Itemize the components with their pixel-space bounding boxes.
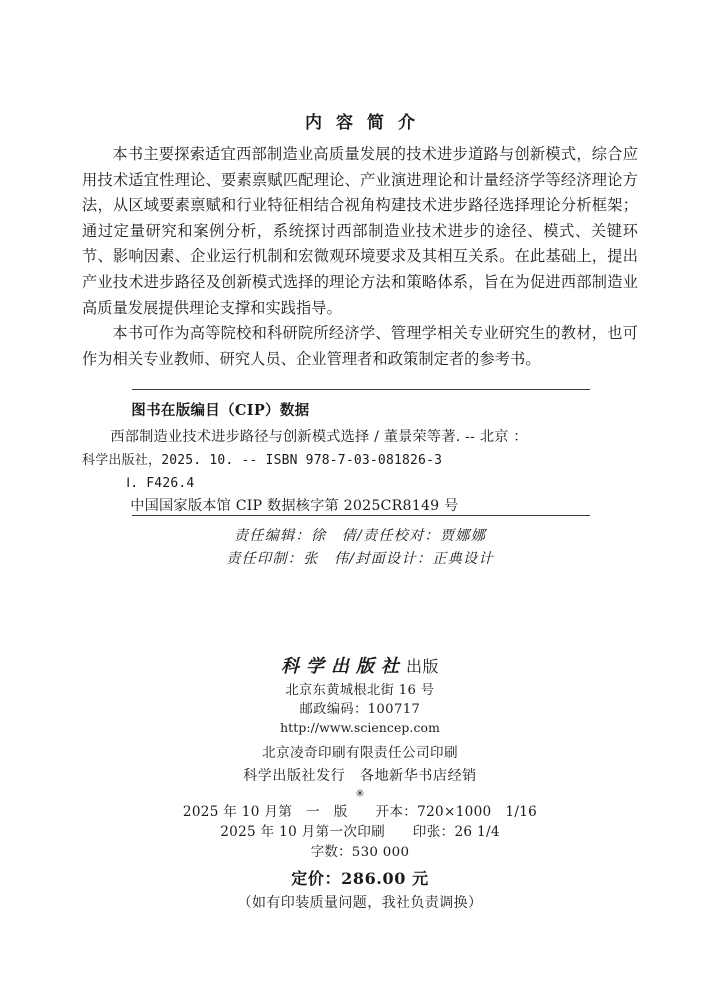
edition-line: 2025 年 10 月第 一 版 开本：720×1000 1/16: [182, 804, 538, 820]
divider-top: [132, 389, 590, 390]
publisher-logo: 科学出版社: [280, 656, 406, 677]
publisher-postcode: 邮政编码：100717: [299, 701, 421, 717]
divider-bottom: [132, 515, 590, 516]
printer-name: 北京凌奇印刷有限责任公司印刷: [262, 745, 458, 761]
responsible-editor-line: 责任编辑：徐 倩/责任校对：贾娜娜: [233, 528, 487, 544]
publisher-suffix: 出版: [405, 657, 439, 676]
publisher-address: 北京东黄城根北街 16 号: [285, 683, 435, 698]
cip-heading: 图书在版编目（CIP）数据: [131, 402, 310, 419]
publisher-website: http://www.sciencep.com: [280, 720, 440, 735]
distribution-line: 科学出版社发行 各地新华书店经销: [243, 768, 477, 784]
summary-paragraph: 本书主要探索适宜西部制造业高质量发展的技术进步道路与创新模式，综合应用技术适宜性理论、要素禀赋匹配理论、产业演进理论和计量经济学等经济理论方法，从区域要素禀赋和行业特征相结合视角构建技术进步路径选择理论分析框架；通过定量研究和案例分析，系统探讨西部制造业技术进步的途径、模式、关键环节、影响因素、企业运行机制和宏微观环境要求及其相互关系。在此基础上，提出产业技术进步路径及创新模式选择的理论方法和策略体系，旨在为促进西部制造业高质量发展提供理论支撑和实践指导。: [82, 145, 638, 317]
star-separator-icon: ✳: [355, 787, 365, 800]
editorial-staff-block: [0, 525, 720, 570]
publisher-line: [0, 656, 720, 678]
cip-classification: Ⅰ. F426.4: [126, 476, 195, 491]
cip-entry-line-2: 科学出版社，2025. 10. -- ISBN 978-7-03-081826-3: [82, 453, 443, 468]
production-editor-line: 责任印制：张 伟/封面设计：正典设计: [226, 550, 494, 567]
quality-note: （如有印装质量问题，我社负责调换）: [237, 895, 483, 911]
cip-registry-number: 中国国家版本馆 CIP 数据核字第 2025CR8149 号: [130, 498, 459, 514]
page-title: 内容简介: [305, 113, 429, 133]
summary-paragraph: 本书可作为高等院校和科研院所经济学、管理学相关专业研究生的教材，也可作为相关专业教师、研究人员、企业管理者和政策制定者的参考书。: [82, 324, 638, 368]
summary-body: [82, 142, 638, 372]
price-line: 定价：286.00 元: [291, 869, 429, 888]
impression-line: 2025 年 10 月第一次印刷 印张：26 1/4: [220, 823, 500, 840]
cip-entry-line-1: 西部制造业技术进步路径与创新模式选择 / 董景荣等著. -- 北京 ：: [110, 429, 528, 445]
word-count-line: 字数：530 000: [310, 845, 410, 860]
cip-block: [82, 399, 638, 518]
colophon-block: [0, 656, 720, 914]
